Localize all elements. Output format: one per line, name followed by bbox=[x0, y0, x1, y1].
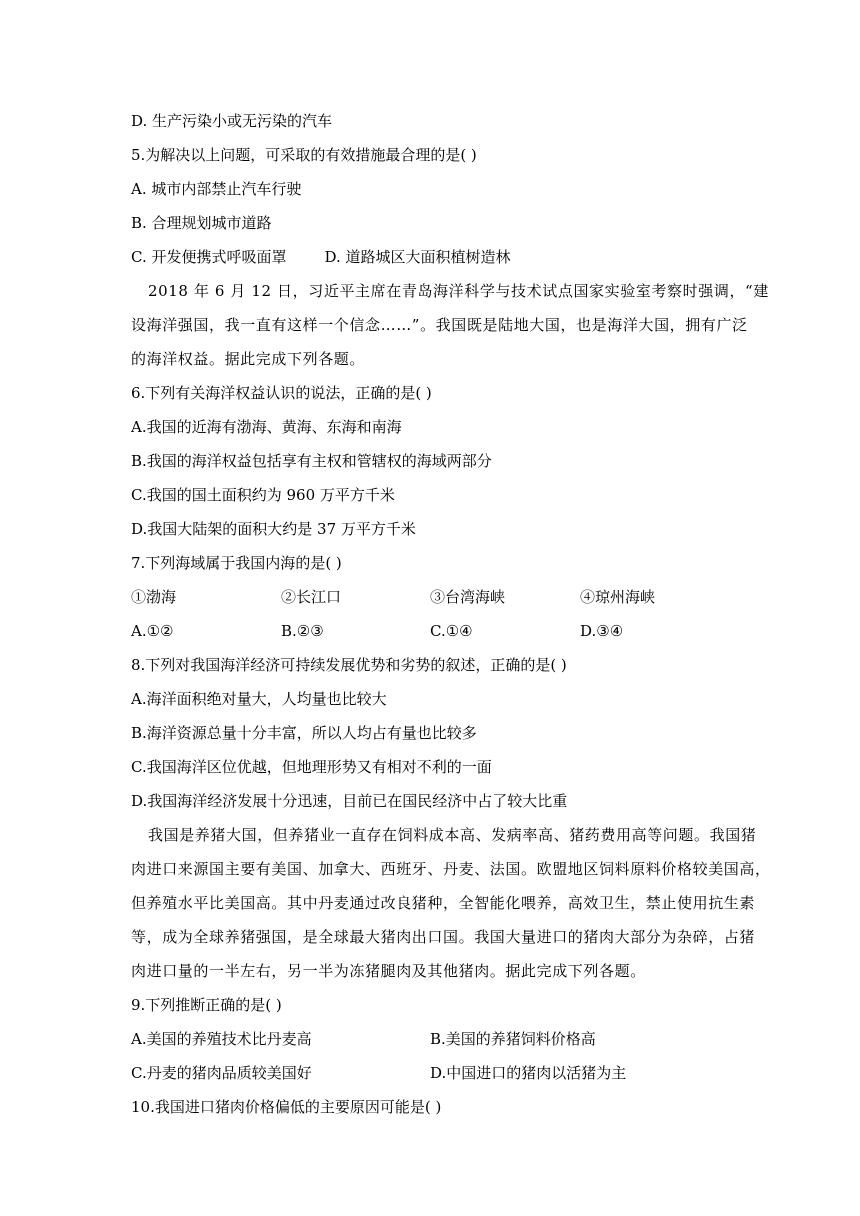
q7-item-4: ④琼州海峡 bbox=[580, 588, 656, 606]
q8-option-d: D.我国海洋经济发展十分迅速，目前已在国民经济中占了较大比重 bbox=[131, 792, 568, 810]
q6-option-a: A.我国的近海有渤海、黄海、东海和南海 bbox=[131, 418, 402, 436]
q5-options-cd bbox=[131, 247, 511, 267]
q7-option-c: C.①④ bbox=[430, 622, 473, 640]
q6-option-b: B.我国的海洋权益包括享有主权和管辖权的海域两部分 bbox=[131, 452, 492, 470]
q6-option-d: D.我国大陆架的面积大约是 37 万平方千米 bbox=[131, 520, 416, 538]
q9-option-d: D.中国进口的猪肉以活猪为主 bbox=[430, 1064, 627, 1082]
passage-2-line-1: 我国是养猪大国，但养猪业一直存在饲料成本高、发病率高、猪药费用高等问题。我国猪 bbox=[148, 826, 757, 844]
q7-option-d: D.③④ bbox=[580, 622, 624, 640]
q8-option-b: B.海洋资源总量十分丰富，所以人均占有量也比较多 bbox=[131, 724, 477, 742]
passage-2-line-4: 等，成为全球养猪强国，是全球最大猪肉出口国。我国大量进口的猪肉大部分为杂碎，占猪 bbox=[131, 928, 756, 946]
q9-option-b: B.美国的养猪饲料价格高 bbox=[430, 1030, 596, 1048]
q8-stem: 8.下列对我国海洋经济可持续发展优势和劣势的叙述，正确的是( ) bbox=[131, 656, 567, 674]
q6-stem: 6.下列有关海洋权益认识的说法，正确的是( ) bbox=[131, 384, 432, 402]
q5-stem: 5.为解决以上问题，可采取的有效措施最合理的是( ) bbox=[131, 146, 477, 164]
q7-option-a: A.①② bbox=[131, 622, 174, 640]
passage-1-line-3: 的海洋权益。据此完成下列各题。 bbox=[131, 350, 366, 368]
passage-2-line-2: 肉进口来源国主要有美国、加拿大、西班牙、丹麦、法国。欧盟地区饲料原料价格较美国高， bbox=[131, 860, 771, 878]
q9-option-a: A.美国的养殖技术比丹麦高 bbox=[131, 1030, 312, 1048]
passage-2-line-3: 但养殖水平比美国高。其中丹麦通过改良猪种，全智能化喂养，高效卫生，禁止使用抗生素 bbox=[131, 894, 756, 912]
q7-item-2: ②长江口 bbox=[281, 588, 342, 606]
q5-option-b: B. 合理规划城市道路 bbox=[131, 214, 272, 232]
q7-option-b: B.②③ bbox=[281, 622, 324, 640]
q8-option-c: C.我国海洋区位优越，但地理形势又有相对不利的一面 bbox=[131, 758, 492, 776]
passage-1-line-2: 设海洋强国，我一直有这样一个信念……”。我国既是陆地大国，也是海洋大国，拥有广泛 bbox=[131, 316, 748, 334]
q9-option-c: C.丹麦的猪肉品质较美国好 bbox=[131, 1064, 312, 1082]
passage-2-line-5: 肉进口量的一半左右，另一半为冻猪腿肉及其他猪肉。据此完成下列各题。 bbox=[131, 962, 646, 980]
passage-1-line-1: 2018 年 6 月 12 日，习近平主席在青岛海洋科学与技术试点国家实验室考察时强调，“建 bbox=[148, 282, 769, 300]
q5-option-d: D. 道路城区大面积植树造林 bbox=[324, 248, 511, 266]
q8-option-a: A.海洋面积绝对量大，人均量也比较大 bbox=[131, 690, 387, 708]
q4-option-d: D. 生产污染小或无污染的汽车 bbox=[131, 112, 333, 130]
q9-stem: 9.下列推断正确的是( ) bbox=[131, 996, 282, 1014]
q5-option-a: A. 城市内部禁止汽车行驶 bbox=[131, 180, 302, 198]
q7-item-1: ①渤海 bbox=[131, 588, 177, 606]
q10-stem: 10.我国进口猪肉价格偏低的主要原因可能是( ) bbox=[131, 1098, 442, 1116]
q6-option-c: C.我国的国土面积约为 960 万平方千米 bbox=[131, 486, 395, 504]
q7-stem: 7.下列海域属于我国内海的是( ) bbox=[131, 554, 342, 572]
q5-option-c: C. 开发便携式呼吸面罩 bbox=[131, 248, 287, 266]
q7-item-3: ③台湾海峡 bbox=[430, 588, 506, 606]
